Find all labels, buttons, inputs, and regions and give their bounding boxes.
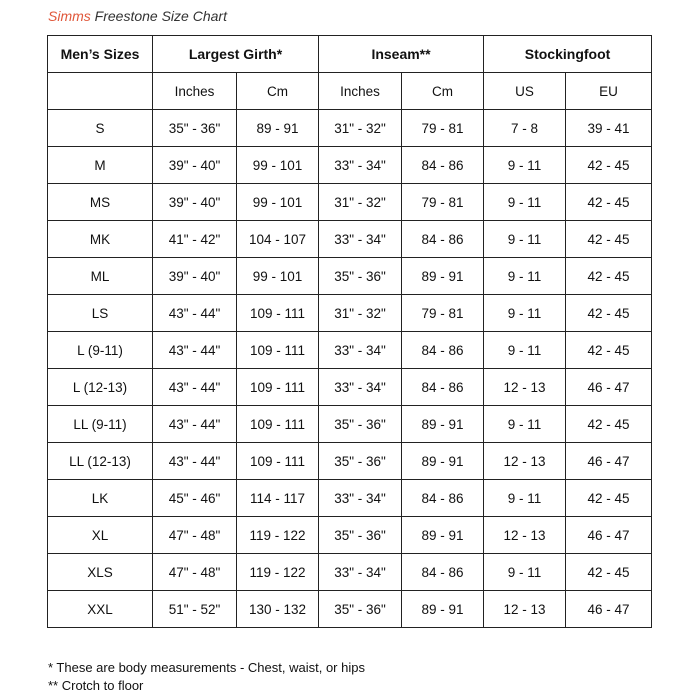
cell-stockingfoot-eu: 42 - 45 bbox=[566, 406, 652, 443]
footnotes bbox=[48, 659, 365, 695]
cell-girth-cm: 109 - 111 bbox=[237, 406, 319, 443]
table-row bbox=[48, 406, 652, 443]
cell-inseam-inches: 31" - 32" bbox=[319, 184, 402, 221]
cell-girth-inches: 47" - 48" bbox=[153, 554, 237, 591]
cell-stockingfoot-eu: 46 - 47 bbox=[566, 369, 652, 406]
cell-inseam-cm: 84 - 86 bbox=[402, 147, 484, 184]
cell-girth-inches: 39" - 40" bbox=[153, 258, 237, 295]
unit-header-stockingfoot-eu: EU bbox=[566, 73, 652, 110]
cell-inseam-cm: 89 - 91 bbox=[402, 258, 484, 295]
cell-stockingfoot-eu: 42 - 45 bbox=[566, 147, 652, 184]
cell-inseam-cm: 89 - 91 bbox=[402, 517, 484, 554]
cell-girth-cm: 109 - 111 bbox=[237, 443, 319, 480]
table-row bbox=[48, 369, 652, 406]
cell-stockingfoot-us: 12 - 13 bbox=[484, 517, 566, 554]
cell-inseam-inches: 33" - 34" bbox=[319, 480, 402, 517]
unit-header-stockingfoot-us: US bbox=[484, 73, 566, 110]
cell-girth-inches: 39" - 40" bbox=[153, 147, 237, 184]
cell-stockingfoot-eu: 46 - 47 bbox=[566, 517, 652, 554]
cell-girth-inches: 51" - 52" bbox=[153, 591, 237, 628]
cell-girth-cm: 99 - 101 bbox=[237, 258, 319, 295]
unit-header-row bbox=[48, 73, 652, 110]
cell-stockingfoot-eu: 39 - 41 bbox=[566, 110, 652, 147]
cell-stockingfoot-us: 9 - 11 bbox=[484, 332, 566, 369]
cell-inseam-cm: 79 - 81 bbox=[402, 295, 484, 332]
cell-girth-cm: 109 - 111 bbox=[237, 295, 319, 332]
cell-stockingfoot-us: 9 - 11 bbox=[484, 221, 566, 258]
cell-inseam-cm: 84 - 86 bbox=[402, 554, 484, 591]
cell-size: XL bbox=[48, 517, 153, 554]
unit-header-girth-inches: Inches bbox=[153, 73, 237, 110]
cell-girth-cm: 109 - 111 bbox=[237, 332, 319, 369]
cell-stockingfoot-us: 12 - 13 bbox=[484, 591, 566, 628]
cell-girth-inches: 43" - 44" bbox=[153, 295, 237, 332]
cell-girth-cm: 109 - 111 bbox=[237, 369, 319, 406]
header-mens-sizes: Men’s Sizes bbox=[48, 36, 153, 73]
header-largest-girth: Largest Girth* bbox=[153, 36, 319, 73]
unit-header-inseam-cm: Cm bbox=[402, 73, 484, 110]
cell-stockingfoot-us: 12 - 13 bbox=[484, 369, 566, 406]
cell-girth-cm: 114 - 117 bbox=[237, 480, 319, 517]
table-row bbox=[48, 591, 652, 628]
unit-header-girth-cm: Cm bbox=[237, 73, 319, 110]
cell-stockingfoot-eu: 42 - 45 bbox=[566, 554, 652, 591]
cell-size: MS bbox=[48, 184, 153, 221]
cell-inseam-inches: 33" - 34" bbox=[319, 221, 402, 258]
cell-inseam-inches: 33" - 34" bbox=[319, 554, 402, 591]
cell-girth-cm: 104 - 107 bbox=[237, 221, 319, 258]
header-inseam: Inseam** bbox=[319, 36, 484, 73]
table-row bbox=[48, 110, 652, 147]
size-chart-table bbox=[47, 35, 652, 628]
cell-stockingfoot-eu: 42 - 45 bbox=[566, 221, 652, 258]
cell-girth-inches: 43" - 44" bbox=[153, 332, 237, 369]
cell-girth-cm: 119 - 122 bbox=[237, 517, 319, 554]
cell-size: XXL bbox=[48, 591, 153, 628]
cell-inseam-inches: 31" - 32" bbox=[319, 110, 402, 147]
table-row bbox=[48, 221, 652, 258]
cell-inseam-cm: 79 - 81 bbox=[402, 184, 484, 221]
cell-size: MK bbox=[48, 221, 153, 258]
table-row bbox=[48, 332, 652, 369]
chart-title: Freestone Size Chart bbox=[94, 8, 227, 24]
cell-girth-inches: 47" - 48" bbox=[153, 517, 237, 554]
table-row bbox=[48, 480, 652, 517]
cell-inseam-cm: 89 - 91 bbox=[402, 406, 484, 443]
cell-stockingfoot-us: 9 - 11 bbox=[484, 406, 566, 443]
cell-girth-inches: 45" - 46" bbox=[153, 480, 237, 517]
cell-stockingfoot-eu: 42 - 45 bbox=[566, 258, 652, 295]
cell-stockingfoot-us: 9 - 11 bbox=[484, 295, 566, 332]
cell-stockingfoot-us: 9 - 11 bbox=[484, 480, 566, 517]
cell-inseam-cm: 84 - 86 bbox=[402, 480, 484, 517]
cell-inseam-cm: 84 - 86 bbox=[402, 332, 484, 369]
footnote-inseam: ** Crotch to floor bbox=[48, 678, 144, 693]
unit-header-empty bbox=[48, 73, 153, 110]
cell-size: LL (9-11) bbox=[48, 406, 153, 443]
table-row bbox=[48, 554, 652, 591]
brand-name: Simms bbox=[48, 8, 91, 24]
size-table-body bbox=[48, 110, 652, 628]
cell-inseam-cm: 89 - 91 bbox=[402, 443, 484, 480]
cell-inseam-cm: 79 - 81 bbox=[402, 110, 484, 147]
page-title bbox=[48, 8, 227, 24]
group-header-row bbox=[48, 36, 652, 73]
cell-stockingfoot-eu: 42 - 45 bbox=[566, 332, 652, 369]
cell-inseam-cm: 89 - 91 bbox=[402, 591, 484, 628]
cell-size: LS bbox=[48, 295, 153, 332]
cell-stockingfoot-eu: 46 - 47 bbox=[566, 591, 652, 628]
cell-stockingfoot-us: 9 - 11 bbox=[484, 258, 566, 295]
cell-girth-inches: 43" - 44" bbox=[153, 369, 237, 406]
cell-size: L (9-11) bbox=[48, 332, 153, 369]
table-row bbox=[48, 295, 652, 332]
cell-size: M bbox=[48, 147, 153, 184]
table-row bbox=[48, 258, 652, 295]
cell-stockingfoot-us: 9 - 11 bbox=[484, 184, 566, 221]
cell-inseam-inches: 33" - 34" bbox=[319, 332, 402, 369]
cell-inseam-inches: 35" - 36" bbox=[319, 406, 402, 443]
table-row bbox=[48, 517, 652, 554]
table-row bbox=[48, 147, 652, 184]
cell-stockingfoot-eu: 42 - 45 bbox=[566, 184, 652, 221]
cell-girth-inches: 39" - 40" bbox=[153, 184, 237, 221]
cell-inseam-inches: 31" - 32" bbox=[319, 295, 402, 332]
cell-inseam-inches: 35" - 36" bbox=[319, 443, 402, 480]
cell-stockingfoot-eu: 42 - 45 bbox=[566, 295, 652, 332]
cell-inseam-inches: 33" - 34" bbox=[319, 369, 402, 406]
cell-stockingfoot-us: 9 - 11 bbox=[484, 554, 566, 591]
cell-girth-inches: 35" - 36" bbox=[153, 110, 237, 147]
cell-inseam-inches: 35" - 36" bbox=[319, 258, 402, 295]
cell-inseam-cm: 84 - 86 bbox=[402, 369, 484, 406]
cell-inseam-inches: 35" - 36" bbox=[319, 591, 402, 628]
cell-girth-inches: 41" - 42" bbox=[153, 221, 237, 258]
cell-size: ML bbox=[48, 258, 153, 295]
cell-stockingfoot-us: 9 - 11 bbox=[484, 147, 566, 184]
cell-girth-cm: 130 - 132 bbox=[237, 591, 319, 628]
cell-girth-cm: 99 - 101 bbox=[237, 147, 319, 184]
cell-inseam-cm: 84 - 86 bbox=[402, 221, 484, 258]
cell-girth-cm: 119 - 122 bbox=[237, 554, 319, 591]
cell-size: L (12-13) bbox=[48, 369, 153, 406]
footnote-girth: * These are body measurements - Chest, waist, or hips bbox=[48, 660, 365, 675]
header-stockingfoot: Stockingfoot bbox=[484, 36, 652, 73]
cell-girth-cm: 89 - 91 bbox=[237, 110, 319, 147]
cell-girth-inches: 43" - 44" bbox=[153, 406, 237, 443]
cell-size: XLS bbox=[48, 554, 153, 591]
cell-stockingfoot-eu: 42 - 45 bbox=[566, 480, 652, 517]
cell-stockingfoot-us: 12 - 13 bbox=[484, 443, 566, 480]
cell-girth-cm: 99 - 101 bbox=[237, 184, 319, 221]
cell-stockingfoot-us: 7 - 8 bbox=[484, 110, 566, 147]
cell-size: S bbox=[48, 110, 153, 147]
cell-girth-inches: 43" - 44" bbox=[153, 443, 237, 480]
cell-inseam-inches: 33" - 34" bbox=[319, 147, 402, 184]
cell-size: LK bbox=[48, 480, 153, 517]
cell-size: LL (12-13) bbox=[48, 443, 153, 480]
table-row bbox=[48, 184, 652, 221]
cell-inseam-inches: 35" - 36" bbox=[319, 517, 402, 554]
unit-header-inseam-inches: Inches bbox=[319, 73, 402, 110]
cell-stockingfoot-eu: 46 - 47 bbox=[566, 443, 652, 480]
table-row bbox=[48, 443, 652, 480]
